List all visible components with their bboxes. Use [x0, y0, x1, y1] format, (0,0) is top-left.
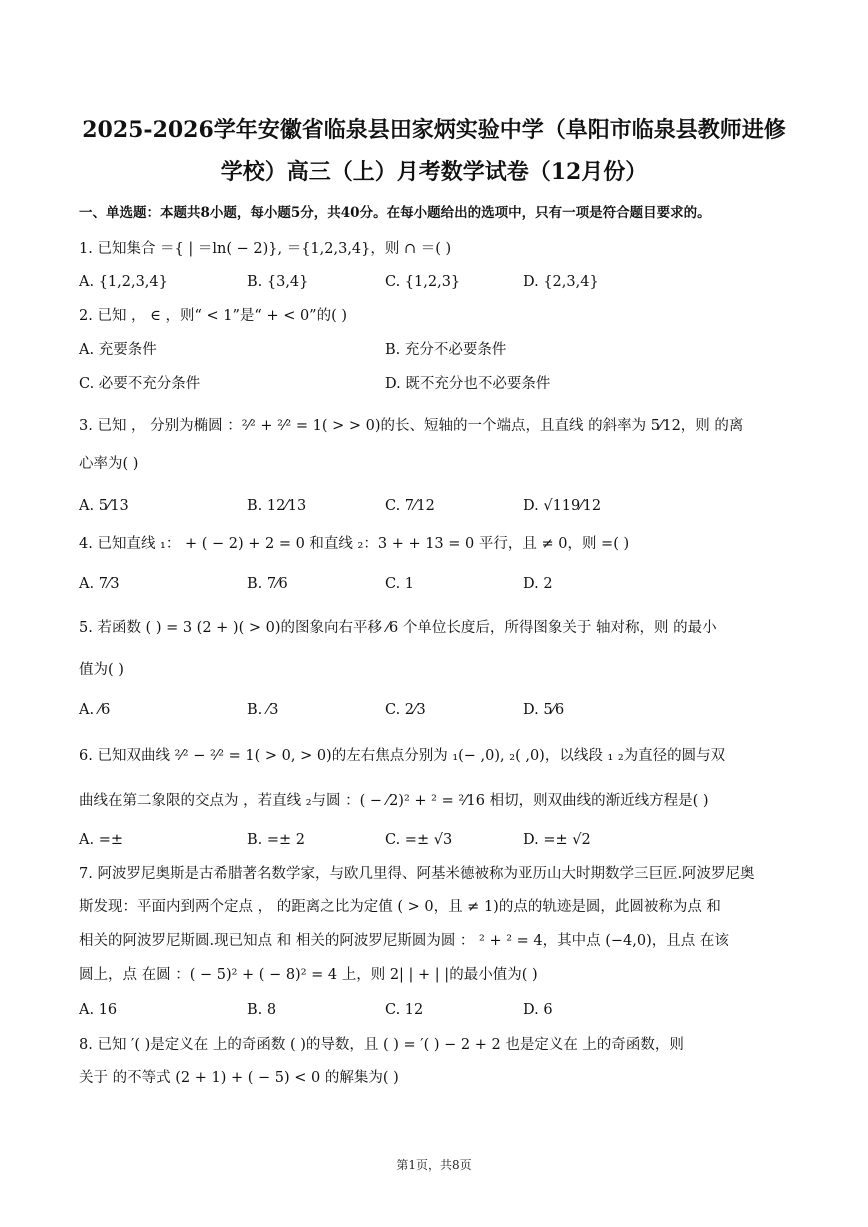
question-4-option-c: C. 1 — [385, 576, 415, 592]
question-3-text-line-1: 3. 已知 ， 分别为椭圆 ：²⁄² + ²⁄² = 1( > > 0)的长、短轴的一个端点，且直线 的斜率为 5⁄12，则 的离 — [79, 418, 744, 434]
question-6-option-d: D. =± √2 — [523, 832, 591, 848]
question-4-text: 4. 已知直线 ₁： + ( − 2) + 2 = 0 和直线 ₂：3 + + 13 = 0 平行，且 ≠ 0，则 =( ) — [79, 536, 630, 552]
question-2-option-b: B. 充分不必要条件 — [385, 342, 507, 358]
question-4-option-d: D. 2 — [523, 576, 553, 592]
question-5-option-b: B. ⁄3 — [247, 702, 279, 718]
question-7-option-d: D. 6 — [523, 1002, 553, 1018]
question-3-option-d: D. √119⁄12 — [523, 498, 602, 514]
question-7-option-b: B. 8 — [247, 1002, 277, 1018]
question-1-option-b: B. {3,4} — [247, 274, 309, 290]
question-5-text-line-1: 5. 若函数 ( ) = 3 (2 + )( > 0)的图象向右平移 ⁄6 个单位长度后，所得图象关于 轴对称，则 的最小 — [79, 620, 717, 636]
question-7-text-line-4: 圆上，点 在圆 ：( − 5)² + ( − 8)² = 4 上，则 2| | + | |的最小值为( ) — [79, 967, 538, 983]
question-5-option-a: A. ⁄6 — [79, 702, 111, 718]
question-1-option-c: C. {1,2,3} — [385, 274, 461, 290]
question-4-option-a: A. 7⁄3 — [79, 576, 120, 592]
question-1-text: 1. 已知集合 ＝{ | ＝ln( − 2)}, ＝{1,2,3,4}，则 ∩ ＝( ) — [79, 241, 452, 257]
question-2-text: 2. 已知 ， ∈ ，则“ < 1”是“ + < 0”的( ) — [79, 308, 348, 324]
exam-title-line-2: 学校）高三（上）月考数学试卷（12月份） — [220, 159, 648, 185]
question-7-option-a: A. 16 — [79, 1002, 118, 1018]
question-2-option-a: A. 充要条件 — [79, 342, 157, 358]
question-2-option-c: C. 必要不充分条件 — [79, 376, 201, 392]
question-6-text-line-2: 曲线在第二象限的交点为 ，若直线 ₂与圆 ：( − ⁄2)² + ² = ²⁄16 相切，则双曲线的渐近线方程是( ) — [79, 793, 709, 809]
question-7-option-c: C. 12 — [385, 1002, 424, 1018]
question-3-option-c: C. 7⁄12 — [385, 498, 435, 514]
question-7-text-line-2: 斯发现：平面内到两个定点 ， 的距离之比为定值 ( > 0，且 ≠ 1)的点的轨迹是圆，此圆被称为点 和 — [79, 899, 721, 915]
question-6-option-a: A. =± — [79, 832, 123, 848]
section-heading: 一、单选题：本题共8小题，每小题5分，共40分。在每小题给出的选项中，只有一项是符合题目要求的。 — [79, 205, 711, 221]
page-footer: 第1页，共8页 — [396, 1158, 472, 1172]
question-7-text-line-3: 相关的阿波罗尼斯圆.现已知点 和 相关的阿波罗尼斯圆为圆 ： ² + ² = 4，其中点 (−4,0)，且点 在该 — [79, 933, 729, 949]
question-7-text-line-1: 7. 阿波罗尼奥斯是古希腊著名数学家，与欧几里得、阿基米德被称为亚历山大时期数学三巨匠.阿波罗尼奥 — [79, 866, 755, 882]
question-1-option-d: D. {2,3,4} — [523, 274, 599, 290]
question-4-option-b: B. 7⁄6 — [247, 576, 288, 592]
question-5-text-line-2: 值为( ) — [79, 662, 124, 678]
question-6-option-c: C. =± √3 — [385, 832, 453, 848]
question-1-option-a: A. {1,2,3,4} — [79, 274, 168, 290]
question-3-option-a: A. 5⁄13 — [79, 498, 129, 514]
exam-title-line-1: 2025-2026学年安徽省临泉县田家炳实验中学（阜阳市临泉县教师进修 — [82, 117, 786, 143]
question-3-text-line-2: 心率为( ) — [79, 456, 139, 472]
question-3-option-b: B. 12⁄13 — [247, 498, 307, 514]
question-5-option-d: D. 5⁄6 — [523, 702, 565, 718]
question-5-option-c: C. 2⁄3 — [385, 702, 426, 718]
question-6-text-line-1: 6. 已知双曲线 ²⁄² − ²⁄² = 1( > 0, > 0)的左右焦点分别为 ₁(− ,0), ₂( ,0)，以线段 ₁ ₂为直径的圆与双 — [79, 748, 726, 764]
question-8-text-line-2: 关于 的不等式 (2 + 1) + ( − 5) < 0 的解集为( ) — [79, 1070, 399, 1086]
question-2-option-d: D. 既不充分也不必要条件 — [385, 376, 551, 392]
question-6-option-b: B. =± 2 — [247, 832, 306, 848]
question-8-text-line-1: 8. 已知 ′( )是定义在 上的奇函数 ( )的导数，且 ( ) = ′( ) − 2 + 2 也是定义在 上的奇函数，则 — [79, 1037, 684, 1053]
